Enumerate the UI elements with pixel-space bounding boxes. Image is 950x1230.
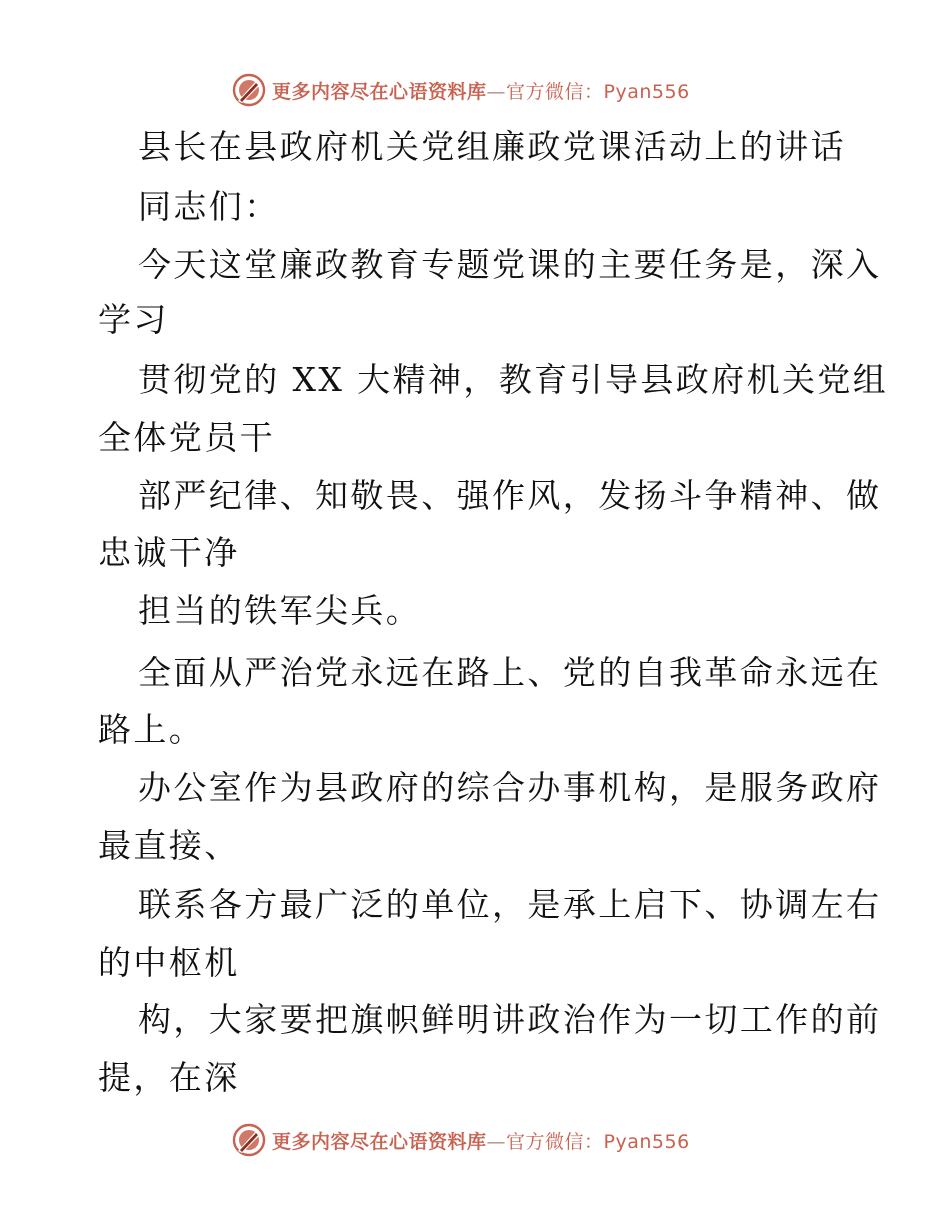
paragraph-line: 贯彻党的 XX 大精神，教育引导县政府机关党组 bbox=[138, 360, 889, 399]
paragraph-line: 忠诚干净 bbox=[98, 533, 240, 572]
paragraph-line: 全体党员干 bbox=[98, 418, 275, 457]
paragraph-line: 联系各方最广泛的单位，是承上启下、协调左右 bbox=[138, 885, 882, 924]
paragraph-line: 构，大家要把旗帜鲜明讲政治作为一切工作的前 bbox=[138, 1000, 882, 1039]
paragraph-line: 担当的铁军尖兵。 bbox=[138, 591, 422, 630]
paragraph-line: 部严纪律、知敬畏、强作风，发扬斗争精神、做 bbox=[138, 476, 882, 515]
pen-logo-icon bbox=[232, 73, 266, 107]
paragraph-line: 提，在深 bbox=[98, 1058, 240, 1097]
paragraph-line: 学习 bbox=[98, 300, 169, 339]
paragraph-line: 办公室作为县政府的综合办事机构，是服务政府 bbox=[138, 768, 882, 807]
footer-watermark bbox=[232, 1122, 732, 1158]
paragraph-line: 最直接、 bbox=[98, 826, 240, 865]
watermark-official-text: 官方微信： bbox=[506, 1130, 604, 1153]
watermark-site-text: 更多内容尽在心语资料库 bbox=[272, 80, 487, 103]
paragraph-line: 全面从严治党永远在路上、党的自我革命永远在 bbox=[138, 653, 882, 692]
watermark-official-text: 官方微信： bbox=[506, 80, 604, 103]
watermark-site-text: 更多内容尽在心语资料库 bbox=[272, 1130, 487, 1153]
watermark-dash: — bbox=[486, 80, 507, 103]
header-watermark bbox=[232, 72, 732, 108]
paragraph-line: 今天这堂廉政教育专题党课的主要任务是，深入 bbox=[138, 245, 882, 284]
document-title: 县长在县政府机关党组廉政党课活动上的讲话 bbox=[138, 127, 846, 166]
pen-logo-icon bbox=[232, 1123, 266, 1157]
paragraph-line: 的中枢机 bbox=[98, 943, 240, 982]
watermark-account-id: Pyan556 bbox=[603, 1130, 690, 1153]
salutation: 同志们： bbox=[138, 187, 280, 226]
watermark-dash: — bbox=[486, 1130, 507, 1153]
paragraph-line: 路上。 bbox=[98, 710, 205, 749]
watermark-account-id: Pyan556 bbox=[603, 80, 690, 103]
